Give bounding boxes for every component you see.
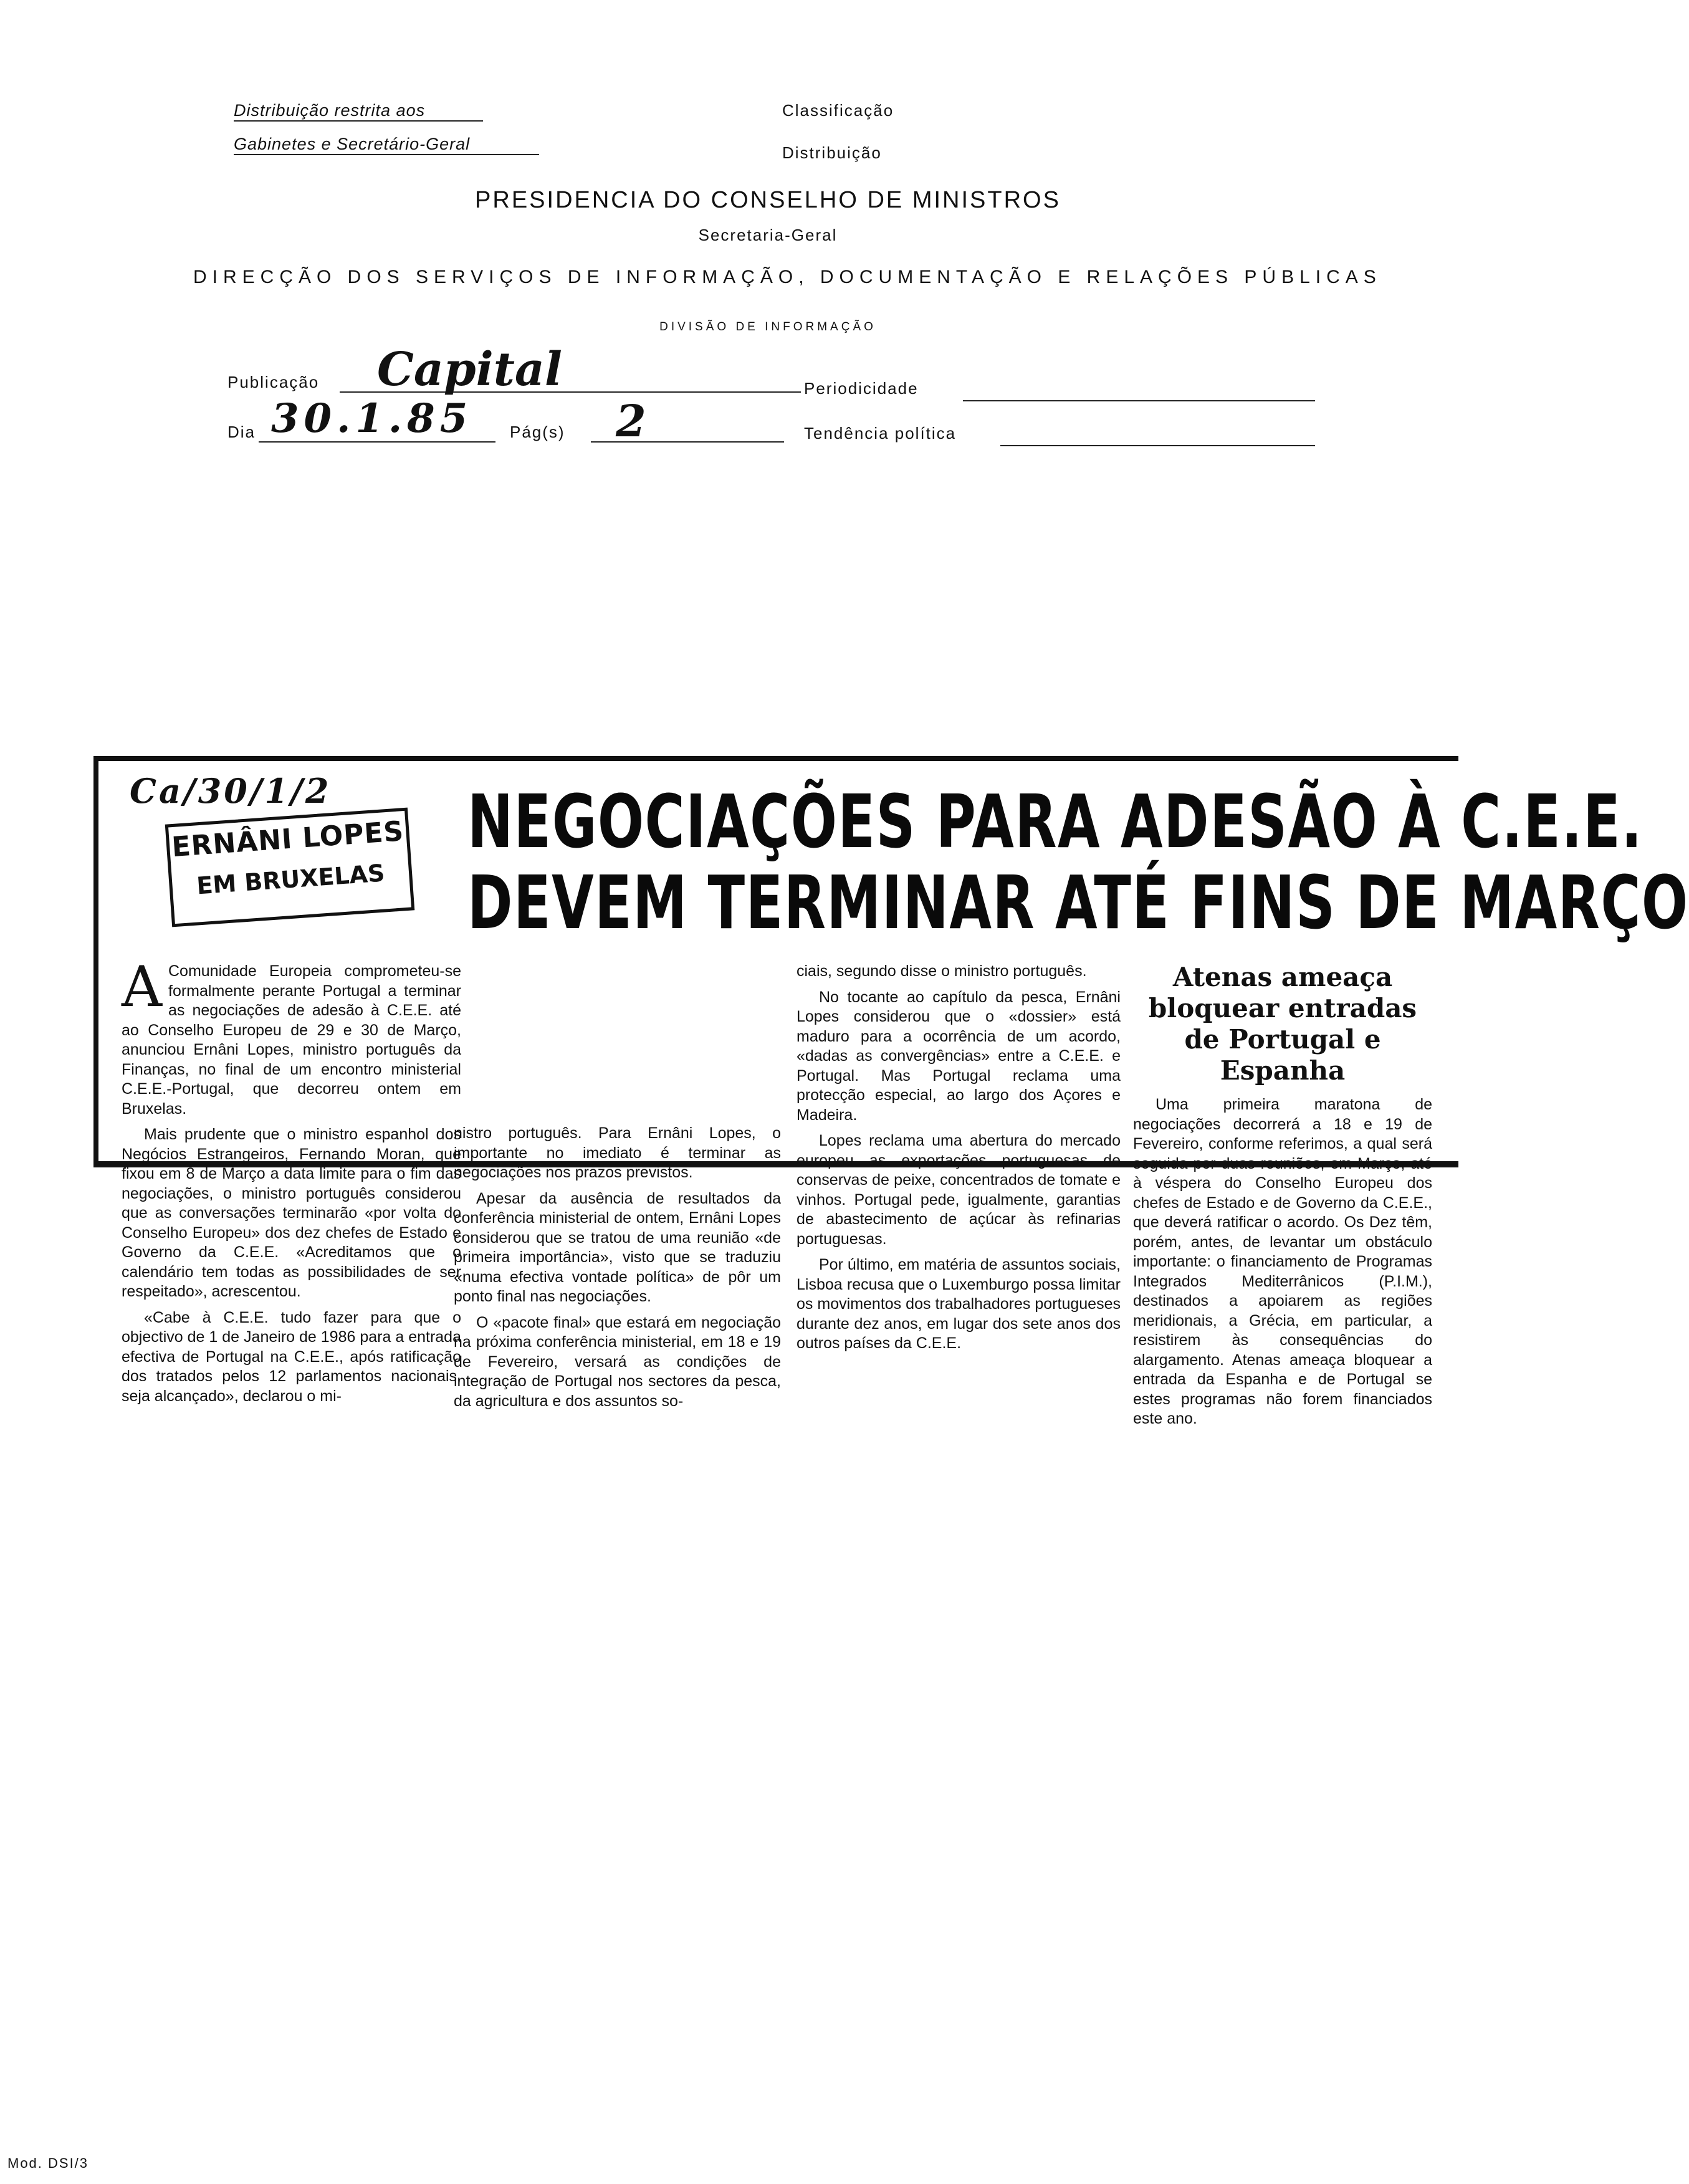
clipping-top-rule — [93, 756, 1458, 761]
direction-title: DIRECÇÃO DOS SERVIÇOS DE INFORMAÇÃO, DOCUMENTAÇÃO E RELAÇÕES PÚBLICAS — [193, 267, 1382, 287]
dropcap: A — [122, 954, 162, 1020]
periodicity-field — [963, 376, 1315, 401]
classification-label: Classificação — [782, 101, 894, 120]
pages-field — [591, 395, 784, 447]
col3-paragraph-2: Lopes reclama uma abertura do mercado europeu as exportações portuguesas de conservas de peixe, concentrados de tomate e vinhos. Portugal pede, igualmente, garantias de abastecimento de açúcar às refinarias portuguesas. — [797, 1132, 1121, 1248]
political-tendency-field — [1000, 421, 1315, 446]
headline-line1: NEGOCIAÇÕES PARA ADESÃO À C.E.E. — [467, 778, 1643, 865]
distribution-note-line1: Distribuição restrita aos — [234, 101, 483, 122]
pages-handwritten: 2 — [616, 395, 646, 447]
col2-paragraph-1: nistro português. Para Ernâni Lopes, o importante no imediato é terminar as negociações nos prazos previstos. — [454, 1124, 781, 1181]
col1-paragraph-1-text: Comunidade Europeia comprometeu-se formalmente perante Portugal a terminar as negociações de adesão à C.E.E. até ao Conselho Europeu de 29 e 30 de Março, anunciou Ernâni Lopes, ministro português da Finanças, no final de um encontro ministerial C.E.E.-Portugal, que decorreu ontem em Bruxelas. — [122, 962, 461, 1118]
kicker-line2: EM BRUXELAS — [196, 859, 386, 900]
col3-paragraph-0: ciais, segundo disse o ministro português. — [797, 962, 1087, 980]
publication-field — [340, 343, 801, 396]
kicker-line1: ERNÂNI LOPES — [170, 815, 405, 864]
article-column-4 — [1133, 962, 1432, 1429]
col1-paragraph-2: Mais prudente que o ministro espanhol dos Negócios Estrangeiros, Fernando Moran, que fixou em 8 de Março a data limite para o fim das negociações, o ministro português considerou que as conversações terminarão «por volta do Conselho Europeu» dos dez chefes de Estado e Governo da C.E.E. «Acreditamos que o calendário tem todas as possibilidades de ser respeitado», acrescentou. — [122, 1126, 461, 1300]
kicker-box — [165, 808, 415, 927]
headline-line2: DEVEM TERMINAR ATÉ FINS DE MARÇO — [467, 860, 1689, 946]
col4-paragraph-1: Uma primeira maratona de negociações decorrerá a 18 e 19 de Fevereiro, conforme referimos, a qual será seguida por duas reuniões, em Março, até à véspera do Conselho Europeu dos chefes de Estado e de Governo da C.E.E., que deverá ratificar o acordo. Os Dez têm, porém, antes, de levantar um obstáculo importante: o financiamento de Programas Integrados Mediterrânicos (P.I.M.), destinados a apoiarem as regiões meridionais, a Grécia, em particular, a resistirem às consequências do alargamento. Atenas ameaça bloquear a entrada da Espanha e de Portugal se estes programas não forem financiados este ano. — [1133, 1096, 1432, 1427]
distribution-note-line2: Gabinetes e Secretário-Geral — [234, 135, 539, 155]
ministry-title: PRESIDENCIA DO CONSELHO DE MINISTROS — [475, 187, 1061, 213]
periodicity-label: Periodicidade — [804, 379, 919, 398]
publication-handwritten: Capital — [377, 343, 562, 396]
col2-paragraph-2: Apesar da ausência de resultados da conferência ministerial de ontem, Ernâni Lopes considerou que se tratou de uma reunião «de primeira importância», visto que se traduziu «numa efectiva vontade política» de pôr um ponto final nas negociações. — [454, 1189, 781, 1305]
col3-paragraph-3: Por último, em matéria de assuntos sociais, Lisboa recusa que o Luxemburgo possa limitar os movimentos dos trabalhadores portugueses durante dez anos, em lugar dos sete anos dos outros países da C.E.E. — [797, 1256, 1121, 1352]
secretariat-title: Secretaria-Geral — [698, 226, 838, 244]
article-column-1 — [122, 954, 461, 1406]
article-column-2 — [454, 1124, 781, 1411]
clipping-left-rule — [93, 756, 98, 1162]
pages-label: Pág(s) — [510, 423, 565, 441]
col1-paragraph-3: «Cabe à C.E.E. tudo fazer para que o objectivo de 1 de Janeiro de 1986 para a entrada efectiva de Portugal na C.E.E., após ratificação dos tratados pelos 12 parlamentos nacionais, seja alcançado», declarou o mi- — [122, 1308, 461, 1405]
article-column-3 — [797, 962, 1121, 1354]
col1-paragraph-1 — [122, 954, 461, 1119]
col3-paragraph-1: No tocante ao capítulo da pesca, Ernâni Lopes considerou que o «dossier» está maduro para a ocorrência de um acordo, «dadas as convergências» entre a C.E.E. e Portugal. Mas Portugal reclama uma protecção especial, ao largo dos Açores e Madeira. — [797, 988, 1121, 1124]
form-code: Mod. DSI/3 — [7, 2155, 89, 2171]
sidebar-subhead: Atenas ameaça bloquear entradas de Portugal e Espanha — [1148, 962, 1417, 1086]
day-label: Dia — [227, 423, 256, 441]
division-title: DIVISÃO DE INFORMAÇÃO — [659, 320, 876, 333]
publication-label: Publicação — [227, 373, 320, 391]
clipping-handwritten-ref: Ca/30/1/2 — [130, 771, 332, 811]
day-field — [259, 396, 495, 443]
political-tendency-label: Tendência política — [804, 424, 957, 443]
col2-paragraph-3: O «pacote final» que estará em negociação na próxima conferência ministerial, em 18 e 19 de Fevereiro, versará as condições de integração de Portugal nos sectores da pesca, da agricultura e dos assuntos so- — [454, 1313, 781, 1410]
distribution-label: Distribuição — [782, 143, 882, 162]
day-handwritten: 30.1.85 — [271, 395, 473, 442]
newspaper-clipping — [93, 756, 1689, 1427]
